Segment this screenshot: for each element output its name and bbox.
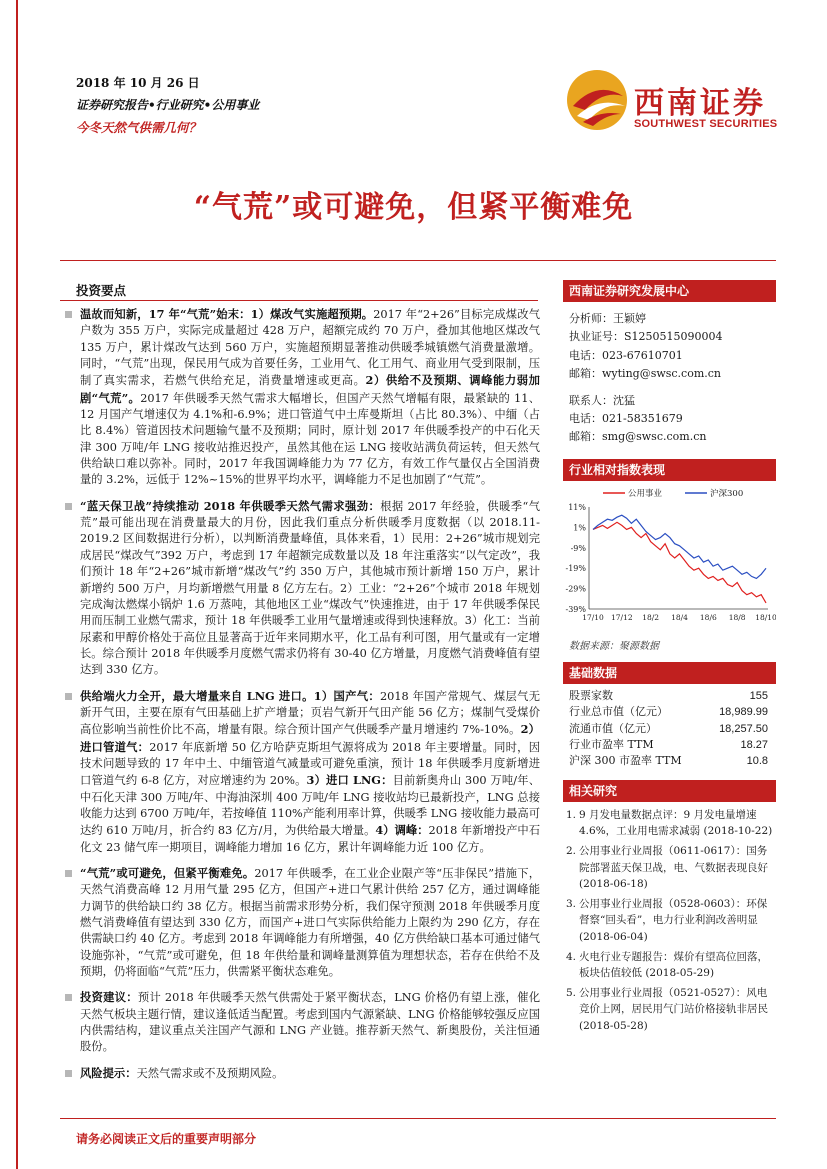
item-text: 公用事业行业周报（0611-0617）：国务院部署蓝天保卫战，电、气数据表现良好 (2018-06-18) (579, 845, 768, 891)
bullet-lead-2: 2）供给不及预期、调峰能力弱加剧“气荒”。 (80, 373, 540, 405)
basic-data-title: 基础数据 (563, 662, 776, 684)
bullet-square-icon (65, 311, 72, 318)
row-value: 18,257.50 (719, 722, 768, 735)
row-label: 股票家数 (569, 688, 613, 702)
bullet-text: 2017 年“2+26”目标完成煤改气户数为 355 万户，实际完成量超过 428 万户，超额完成约 70 万户，叠加其他地区煤改气 135 万户，累计煤改气达到 560 万户，实施超预期显著推动供暖季城镇燃气消费量激增。同时，“气荒”出现，保民用气成为首要任务，工业用气、化工用气、商业用气受到限制，压制了真实需求，若燃气供给充足，消费量增速或更高。 (80, 308, 540, 388)
page-title: “气荒”或可避免，但紧平衡难免 (193, 190, 634, 225)
company-logo-icon (563, 66, 631, 134)
row-label: 行业市盈率 TTM (569, 738, 654, 752)
series-line-csi300 (593, 515, 766, 578)
bullet-square-icon (65, 693, 72, 700)
basic-data-row (563, 704, 776, 720)
row-value: 10.8 (746, 755, 768, 768)
y-tick-label: 1% (573, 523, 586, 533)
item-number: 4. (566, 950, 577, 963)
footer-divider (60, 1118, 776, 1119)
x-tick-label: 18/10 (755, 612, 776, 622)
legend-label: 沪深300 (710, 488, 744, 499)
legend-label: 公用事业 (628, 488, 663, 499)
related-report-item[interactable] (563, 949, 776, 982)
basic-data-row (563, 737, 776, 753)
bullet-square-icon (65, 503, 72, 510)
bullet-lead: 投资建议： (80, 990, 138, 1005)
bullet-square-icon (65, 870, 72, 877)
bullet-lead: 温故而知新，17 年“气荒”始末：1）煤改气实施超预期。 (80, 307, 374, 321)
bullet-text-2: 2017 年底新增 50 亿方哈萨克斯坦气源将成为 2018 年主要增量。同时，因技术问题导致的 17 年中土、中缅管道气减量或可避免重演，预计 18 年供暖季月度新增进口管道气约 6-8 亿方，对应增速约为 20%。 (80, 740, 540, 788)
title-divider (60, 260, 776, 261)
index-section-title: 行业相对指数表现 (563, 459, 776, 481)
item-number: 3. (566, 897, 577, 910)
bullet-lead: “蓝天保卫战”持续推动 2018 年供暖季天然气需求强劲： (80, 498, 381, 513)
bullet-text: 天然气需求或不及预期风险。 (136, 1066, 284, 1080)
row-label: 行业总市值（亿元） (569, 705, 668, 719)
bullet-lead: 供给端火力全开，最大增量来自 LNG 进口。1）国产气： (80, 688, 380, 703)
item-text: 火电行业专题报告：煤价有望高位回落，板块估值较低 (2018-05-29) (579, 950, 768, 980)
research-center-title: 西南证券研究发展中心 (563, 280, 776, 302)
x-tick-label: 18/8 (728, 612, 746, 622)
item-number: 5. (566, 986, 577, 999)
bullet-text-4: 2018 年新增投产中石化文 23 储气库一期项目，调峰能力增加 16 亿方，累计年调峰能力近 100 亿方。 (80, 824, 541, 854)
row-label: 流通市值（亿元） (569, 721, 657, 735)
y-tick-label: -19% (565, 564, 586, 574)
x-tick-label: 17/12 (611, 612, 633, 622)
report-category: 证券研究报告•行业研究•公用事业 (76, 98, 260, 112)
bullet-gas-shortage-history (62, 306, 540, 489)
bullet-text-2: 2017 年供暖季天然气需求大幅增长，但国产天然气增幅有限，最紧缺的 11、12 月国产气增速仅为 4.1%和-6.9%；进口管道气中土库曼斯坦（占比 80.3%）、中缅（占比 8.4%）管道因技术问题输气量不及预期；同时，原计划 2017 年供暖季投产的中石化天津 300 万吨/年 LNG 接收站推迟投产，虽然其他在运 LNG 接收站满负荷运转，但天然气供给缺口难以弥补。同时，2017 年我国调峰能力为 77 亿方，有效工作气量仅占全国消费量的 3.2%，远低于 12%~15%的世界平均水平，调峰能力不足也加剧了“气荒”。 (80, 391, 541, 487)
related-report-item[interactable] (563, 985, 776, 1035)
analyst-license: 执业证号：S1250515090004 (569, 330, 723, 344)
bullet-text-3: 目前新奥舟山 300 万吨/年、中石化天津 300 万吨/年、中海油深圳 400 万吨/年 LNG 接收站均已最新投产，LNG 总接收能力达到 6700 万吨/年，若按峰值 110%产能利用率计算，供暖季 LNG 接收能力最高可达约 610 万吨/月，折合约 83 亿方/月，为供给最大增量。 (80, 774, 540, 838)
row-value: 18.27 (740, 739, 768, 752)
relative-index-chart (563, 481, 776, 631)
analyst-name: 分析师：王颖婷 (569, 312, 646, 325)
bullet-text: 根据 2017 年经验，供暖季“气荒”最可能出现在消费量最大的月份，因此我们重点分析供暖季月度数据（以 2018.11-2019.2 区间数据进行分析），以判断消费量峰值，具体来看，1）民用：2+26”城市规划完成居民“煤改气”392 万户，考虑到 17 年超额完成数量以及 18 年注重落实“以气定改”，我们预计 18 年“2+26”城市新增“煤改气”约 350 万户，其他城市预计新增 150 万户，累计新增约 500 万户，月均新增燃气用量 8 亿方左右。2）工业：“2+26”个城市 2018 年规划完成淘汰燃煤小锅炉 1.6 万蒸吨，其他地区工业“煤改气”快速推进，由于 17 年供暖季保民用而压制工业燃气需求，预计 18 年供暖季工业用气量增速或得到快速释放。3）化工：当前尿素和甲醇价格处于高位且显著高于近年来同期水平，化工品有利可图，用气量或有一定增长。综合预计 2018 年供暖季月度燃气需求仍将有 30-40 亿方增量，月度燃气消费峰值有望达到 330 亿方。 (80, 499, 540, 677)
item-text: 公用事业行业周报（0528-0603）：环保督察“回头看”，电力行业利润改善明显 (2018-06-04) (579, 897, 768, 944)
bullet-square-icon (65, 994, 72, 1001)
bullet-supply-side (62, 688, 540, 856)
left-red-rule (16, 0, 18, 1169)
bullet-tight-balance (62, 865, 540, 980)
logo-chinese-name: 西南证券 (634, 86, 766, 121)
bullet-text: 预计 2018 年供暖季天然气供需处于紧平衡状态，LNG 价格仍有望上涨，催化天然气板块主题行情，建议逢低适当配置。考虑到国内气源紧缺、LNG 价格能够较强反应国内供需结构，建议重点关注国产气源和 LNG 产业链。推荐新天然气、新奥股份，关注恒通股份。 (80, 991, 540, 1054)
key-points-list (62, 306, 540, 1091)
disclaimer-footer: 请务必阅读正文后的重要声明部分 (76, 1132, 257, 1146)
sidebar (563, 280, 776, 1038)
bullet-lead-3: 3）进口 LNG： (306, 773, 393, 788)
contact-name: 联系人：沈猛 (569, 393, 635, 407)
contact-email[interactable]: 邮箱：smg@swsc.com.cn (569, 430, 707, 444)
contact-phone: 电话：021-58351679 (569, 412, 683, 426)
analyst-email[interactable]: 邮箱：wyting@swsc.com.cn (569, 367, 722, 381)
bullet-lead: “气荒”或可避免，但紧平衡难免。 (80, 866, 255, 880)
report-date: 2018 年 10 月 26 日 (76, 76, 200, 90)
logo-english-name: SOUTHWEST SECURITIES (634, 118, 778, 130)
y-tick-label: -39% (565, 604, 586, 614)
basic-data-row (563, 721, 776, 737)
section-heading: 投资要点 (76, 283, 127, 298)
series-title: 今冬天然气供需几何？ (76, 120, 202, 135)
x-tick-label: 18/6 (699, 612, 717, 622)
bullet-text: 2018 年国产常规气、煤层气无新开气田，主要在原有气田基础上扩产增量；页岩气新开气田产能 56 亿方；煤制气受煤价高位影响当前性价比不高，增量有限。综合预计国产气供暖季产量月增速约 7%-10%。 (80, 689, 540, 737)
bullet-lead-2: 2）进口管道气： (80, 722, 540, 754)
bullet-lead-4: 4）调峰： (375, 823, 429, 838)
x-tick-label: 18/4 (671, 612, 688, 622)
row-value: 18,989.99 (719, 706, 768, 719)
related-report-item[interactable] (563, 843, 776, 893)
y-tick-label: 11% (568, 502, 586, 512)
row-label: 沪深 300 市盈率 TTM (569, 754, 682, 768)
y-tick-label: -9% (570, 543, 586, 553)
x-tick-label: 17/10 (582, 612, 604, 622)
analyst-phone: 电话：023-67610701 (569, 348, 683, 362)
bullet-investment-advice (62, 989, 540, 1055)
series-line-utilities (593, 522, 766, 603)
bullet-square-icon (65, 1070, 72, 1077)
related-report-item[interactable] (563, 807, 776, 840)
y-tick-label: -29% (565, 584, 586, 594)
bullet-text: 2017 年供暖季，在工业企业限产等“压非保民”措施下，天然气消费高峰 12 月用气量 295 亿方，但国产+进口气累计供给 257 亿方，通过调峰能力调节的供给缺口约 38 亿方。根据当前需求形势分析，我们保守预测 2018 年供暖季月度燃气消费峰值有望达到 330 亿方，而国产+进口气实际供给能力上限约为 290 亿方，存在供需缺口约 40 亿方。考虑到 2018 年调峰能力有所增强，40 亿方供给缺口基本可通过储气设施弥补，“气荒”或可避免，但 18 年供给量和调峰量测算值为理想状态，若存在供给不及预期，仍将面临“气荒”压力，供需紧平衡状态难免。 (80, 867, 540, 979)
bullet-lead: 风险提示： (80, 1065, 137, 1080)
item-text: 9 月发电量数据点评：9 月发电量增速 4.6%，工业用电需求减弱 (2018-10-22) (579, 808, 773, 838)
chart-source: 数据来源：聚源数据 (569, 640, 659, 652)
item-number: 2. (566, 845, 577, 858)
related-report-item[interactable] (563, 896, 776, 946)
related-research-title: 相关研究 (563, 780, 776, 802)
bullet-risk-warning (62, 1065, 540, 1082)
x-tick-label: 18/2 (642, 612, 660, 622)
bullet-demand-outlook (62, 498, 540, 679)
row-value: 155 (749, 689, 768, 702)
section-divider (60, 300, 538, 301)
basic-data-row (563, 688, 776, 704)
basic-data-row (563, 753, 776, 769)
item-number: 1. (566, 808, 577, 821)
item-text: 公用事业行业周报（0521-0527）：风电竞价上网，居民用气门站价格接轨非居民 (2018-05-28) (579, 986, 768, 1032)
